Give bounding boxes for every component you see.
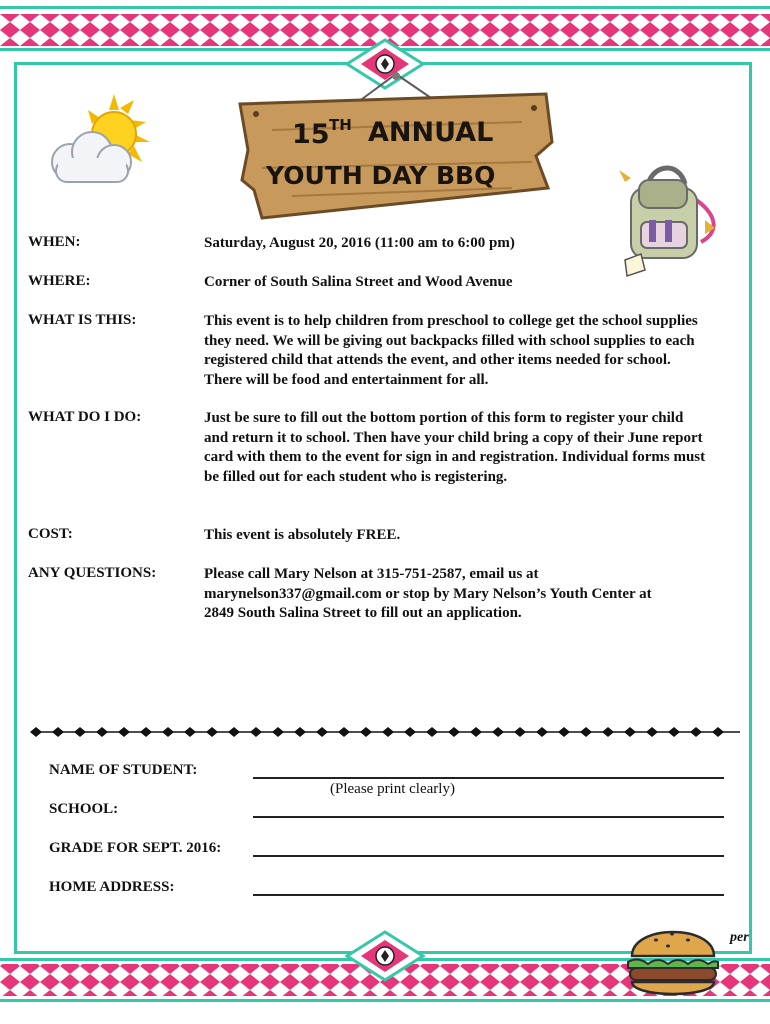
title-line2: YOUTH DAY BBQ [266,161,496,190]
text-line: and return it to school. Then have your child bring a copy of their June report [204,429,703,446]
divider-diamond [514,727,526,737]
divider-diamond [580,727,592,737]
compass-icon [345,928,425,984]
text-line: Please call Mary Nelson at 315-751-2587, email us at [204,566,539,582]
text-line: registered child that attends the event, and other items needed for school. [204,352,671,368]
divider-diamond [426,727,438,737]
text-line: This event is to help children from preschool to college get the school supplies [204,313,698,329]
divider-diamond [668,727,680,737]
divider-diamond [338,727,350,737]
divider-diamond [316,727,328,737]
home-address-field[interactable] [253,894,724,896]
text-line: marynelson337@gmail.com or stop by Mary Nelson’s Youth Center at [204,585,652,602]
divider-diamond [74,727,86,737]
divider-diamond [30,727,42,737]
divider-diamond [96,727,108,737]
divider-diamond [382,727,394,737]
sun-cloud-icon [42,92,154,192]
what-is-this-text [204,312,749,390]
text-line: There will be food and entertainment for all. [204,371,489,388]
divider-diamond [602,727,614,737]
name-of-student-field[interactable] [253,777,724,779]
divider-diamond [690,727,702,737]
cost-label: COST: [28,526,73,542]
text-line: they need. We will be giving out backpacks filled with school supplies to each [204,332,695,349]
what-is-this-label: WHAT IS THIS: [28,312,137,328]
cost-value: This event is absolutely FREE. [204,527,401,543]
title-line1-word: ANNUAL [368,117,494,148]
divider-diamond [162,727,174,737]
divider-diamond [250,727,262,737]
what-do-i-do-text [204,409,749,487]
divider-diamond [52,727,64,737]
home-address-label: HOME ADDRESS: [49,879,175,895]
questions-text [204,565,749,624]
divider-diamond [492,727,504,737]
text-line: card with them to the event for sign in and registration. Individual forms must [204,449,706,465]
divider-diamond [118,727,130,737]
divider-diamond [624,727,636,737]
diamond-divider [30,726,742,738]
grade-label: GRADE FOR SEPT. 2016: [49,840,222,856]
name-of-student-label: NAME OF STUDENT: [49,762,198,778]
divider-diamond [184,727,196,737]
print-hint: (Please print clearly) [330,781,455,797]
divider-diamond [360,727,372,737]
hamburger-icon [622,912,724,1006]
grade-field[interactable] [253,855,724,857]
divider-diamond [404,727,416,737]
divider-diamond [470,727,482,737]
where-label: WHERE: [28,273,91,289]
text-line: be filled out for each student who is registering. [204,468,508,485]
where-value: Corner of South Salina Street and Wood Avenue [204,274,513,290]
divider-diamond [206,727,218,737]
divider-diamond [140,727,152,737]
school-label: SCHOOL: [49,801,119,817]
footer-text: per [730,930,749,945]
divider-diamond [272,727,284,737]
school-field[interactable] [253,816,724,818]
title-sign [232,70,556,230]
text-line: Just be sure to fill out the bottom portion of this form to register your child [204,410,684,426]
title-line1-sup: TH [329,116,352,134]
questions-label: ANY QUESTIONS: [28,565,157,581]
backpack-icon [605,150,725,280]
divider-diamond [294,727,306,737]
divider-diamond [712,727,724,737]
text-line: 2849 South Salina Street to fill out an application. [204,605,522,621]
divider-diamond [448,727,460,737]
divider-diamond [536,727,548,737]
divider-diamond [228,727,240,737]
title-line1-number: 15 [292,119,330,150]
when-label: WHEN: [28,234,81,250]
when-value: Saturday, August 20, 2016 (11:00 am to 6:00 pm) [204,235,515,251]
divider-diamond [558,727,570,737]
what-do-i-do-label: WHAT DO I DO: [28,409,142,425]
divider-diamond [646,727,658,737]
